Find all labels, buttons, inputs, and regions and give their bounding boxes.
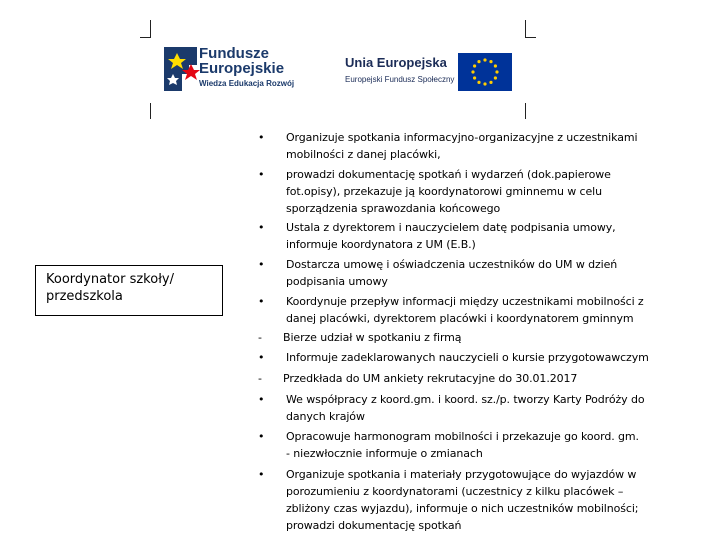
duty-line: Ustala z dyrektorem i nauczycielem datę podpisania umowy, — [286, 221, 616, 234]
duty-line: - niezwłocznie informuje o zmianach — [286, 447, 483, 460]
fundusze-europejskie-wordmark — [199, 46, 294, 90]
crop-mark-bottom-left-v — [150, 103, 151, 119]
crop-mark-top-right-v — [525, 20, 526, 38]
duty-line: Bierze udział w spotkaniu z firmą — [283, 331, 462, 344]
dash-marker: - — [258, 372, 262, 385]
duty-line: Informuje zadeklarowanych nauczycieli o kursie przygotowawczym — [286, 351, 649, 364]
duty-line: Organizuje spotkania i materiały przygotowujące do wyjazdów w — [286, 468, 637, 481]
duty-line: podpisania umowy — [286, 275, 388, 288]
duty-line: danej placówki, dyrektorem placówki i koordynatorem gminnym — [286, 312, 634, 325]
bullet-marker: • — [258, 430, 265, 443]
duty-line: sporządzenia sprawozdania końcowego — [286, 202, 501, 215]
crop-mark-top-left-v — [150, 20, 151, 38]
duty-line: mobilności z danej placówki, — [286, 148, 441, 161]
eu-flag-icon — [458, 53, 512, 91]
duty-line: fot.opisy), przekazuje ją koordynatorowi gminnemu w celu — [286, 185, 602, 198]
duty-line: porozumieniu z koordynatorami (uczestnicy z kilku placówek – — [286, 485, 624, 498]
duty-line: prowadzi dokumentację spotkań i wydarzeń (dok.papierowe — [286, 168, 611, 181]
bullet-marker: • — [258, 168, 265, 181]
duty-line: Opracowuje harmonogram mobilności i przekazuje go koord. gm. — [286, 430, 639, 443]
duty-line: prowadzi dokumentację spotkań — [286, 519, 462, 532]
bullet-marker: • — [258, 393, 265, 406]
duty-line: Dostarcza umowę i oświadczenia uczestników do UM w dzień — [286, 258, 618, 271]
crop-mark-bottom-right-v — [525, 103, 526, 119]
duty-line: danych krajów — [286, 410, 365, 423]
dash-marker: - — [258, 331, 262, 344]
bullet-marker: • — [258, 221, 265, 234]
duty-line: Organizuje spotkania informacyjno-organizacyjne z uczestnikami — [286, 131, 638, 144]
bullet-marker: • — [258, 131, 265, 144]
crop-mark-top-left-h — [140, 37, 151, 38]
ue-logo-subtitle: Europejski Fundusz Społeczny — [345, 75, 455, 84]
unia-europejska-wordmark — [345, 55, 454, 86]
duty-line: zbliżony czas wyjazdu), informuje o nich uczestników mobilności; — [286, 502, 639, 515]
ue-logo-title: Unia Europejska — [345, 55, 447, 70]
duty-line: We współpracy z koord.gm. i koord. sz./p. tworzy Karty Podróży do — [286, 393, 645, 406]
fe-logo-line2: Europejskie — [199, 60, 285, 77]
duty-line: Koordynuje przepływ informacji między uczestnikami mobilności z — [286, 295, 644, 308]
bullet-marker: • — [258, 351, 265, 364]
bullet-marker: • — [258, 295, 265, 308]
role-label-box — [35, 265, 223, 316]
role-label-line2: przedszkola — [46, 289, 123, 304]
duty-line: Przedkłada do UM ankiety rekrutacyjne do 30.01.2017 — [283, 372, 578, 385]
bullet-marker: • — [258, 468, 265, 481]
role-label-line1: Koordynator szkoły/ — [46, 272, 174, 287]
fe-logo-line3: Wiedza Edukacja Rozwój — [199, 79, 295, 88]
crop-mark-top-right-h — [525, 37, 536, 38]
fe-logo-line1: Fundusze — [199, 45, 269, 62]
duty-line: informuje koordynatora z UM (E.B.) — [286, 238, 476, 251]
bullet-marker: • — [258, 258, 265, 271]
